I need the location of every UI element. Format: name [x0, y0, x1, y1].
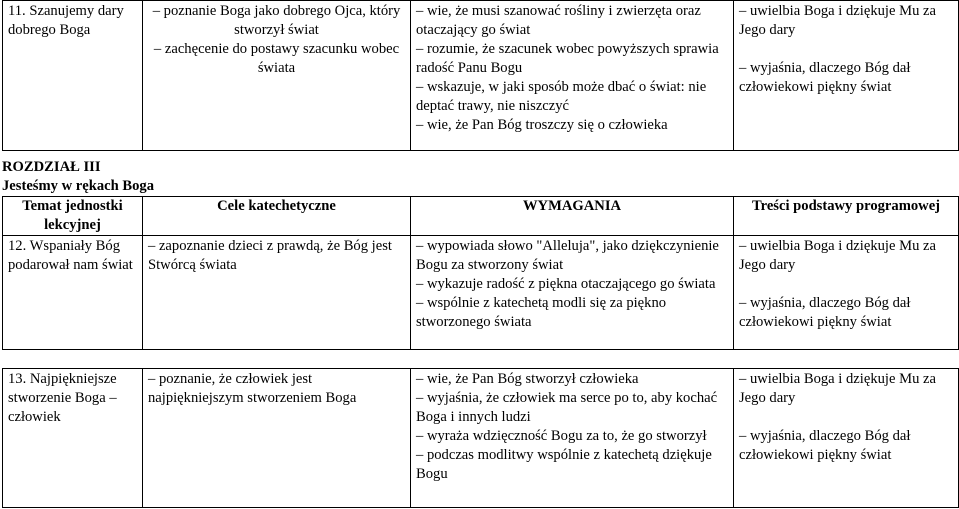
- content-item: – uwielbia Boga i dziękuje Mu za Jego dary: [739, 3, 936, 38]
- content-item: – uwielbia Boga i dziękuje Mu za Jego dary: [739, 371, 936, 406]
- chapter-subtitle: Jesteśmy w rękach Boga: [2, 178, 154, 194]
- requirement-item: – wskazuje, w jaki sposób może dbać o świat: nie deptać trawy, nie niszczyć: [416, 79, 707, 114]
- section-heading: [2, 158, 154, 196]
- header-topic: Temat jednostki lekcyjnej: [3, 197, 143, 236]
- header-content: Treści podstawy programowej: [734, 197, 959, 236]
- requirements-cell: [411, 1, 734, 151]
- requirement-item: – wyraża wdzięczność Bogu za to, że go stworzył: [416, 428, 707, 444]
- table-row: [3, 369, 959, 508]
- goals-cell: [143, 1, 411, 151]
- header-goals: Cele katechetyczne: [143, 197, 411, 236]
- goal-item: – zapoznanie dzieci z prawdą, że Bóg jest Stwórcą świata: [148, 238, 392, 273]
- topic-cell: 12. Wspaniały Bóg podarował nam świat: [3, 236, 143, 350]
- chapter-title: ROZDZIAŁ III: [2, 159, 101, 175]
- requirement-item: – podczas modlitwy wspólnie z katechetą dziękuje Bogu: [416, 447, 712, 482]
- header-requirements: WYMAGANIA: [411, 197, 734, 236]
- requirement-item: – wypowiada słowo "Alleluja", jako dziękczynienie Bogu za stworzony świat: [416, 238, 719, 273]
- content-cell: [734, 1, 959, 151]
- requirement-item: – wie, że Pan Bóg stworzył człowieka: [416, 371, 639, 387]
- requirement-item: – rozumie, że szacunek wobec powyższych sprawia radość Panu Bogu: [416, 41, 719, 76]
- goals-cell: [143, 236, 411, 350]
- lesson-table-main: [2, 196, 959, 350]
- table-row: [3, 1, 959, 151]
- lesson-table-top: [2, 0, 959, 151]
- goal-item: – poznanie Boga jako dobrego Ojca, który stworzył świat: [152, 3, 401, 38]
- topic-cell: 11. Szanujemy dary dobrego Boga: [3, 1, 143, 151]
- requirements-cell: [411, 369, 734, 508]
- goal-item: – poznanie, że człowiek jest najpiękniejszym stworzeniem Boga: [148, 371, 357, 406]
- requirement-item: – wspólnie z katechetą modli się za piękno stworzonego świata: [416, 295, 667, 330]
- content-cell: [734, 369, 959, 508]
- content-item: – uwielbia Boga i dziękuje Mu za Jego dary: [739, 238, 936, 273]
- goal-item: – zachęcenie do postawy szacunku wobec świata: [153, 41, 400, 76]
- content-item: – wyjaśnia, dlaczego Bóg dał człowiekowi piękny świat: [739, 428, 911, 463]
- content-item: – wyjaśnia, dlaczego Bóg dał człowiekowi piękny świat: [739, 60, 911, 95]
- goals-cell: [143, 369, 411, 508]
- header-row: [3, 197, 959, 236]
- topic-cell: 13. Najpiękniejsze stworzenie Boga – człowiek: [3, 369, 143, 508]
- table-row: [3, 236, 959, 350]
- requirement-item: – wykazuje radość z piękna otaczającego go świata: [416, 276, 716, 292]
- lesson-table-bottom: [2, 368, 959, 508]
- requirements-cell: [411, 236, 734, 350]
- requirement-item: – wie, że Pan Bóg troszczy się o człowieka: [416, 117, 668, 133]
- requirement-item: – wyjaśnia, że człowiek ma serce po to, aby kochać Boga i innych ludzi: [416, 390, 718, 425]
- content-item: – wyjaśnia, dlaczego Bóg dał człowiekowi piękny świat: [739, 295, 911, 330]
- content-cell: [734, 236, 959, 350]
- requirement-item: – wie, że musi szanować rośliny i zwierzęta oraz otaczający go świat: [416, 3, 701, 38]
